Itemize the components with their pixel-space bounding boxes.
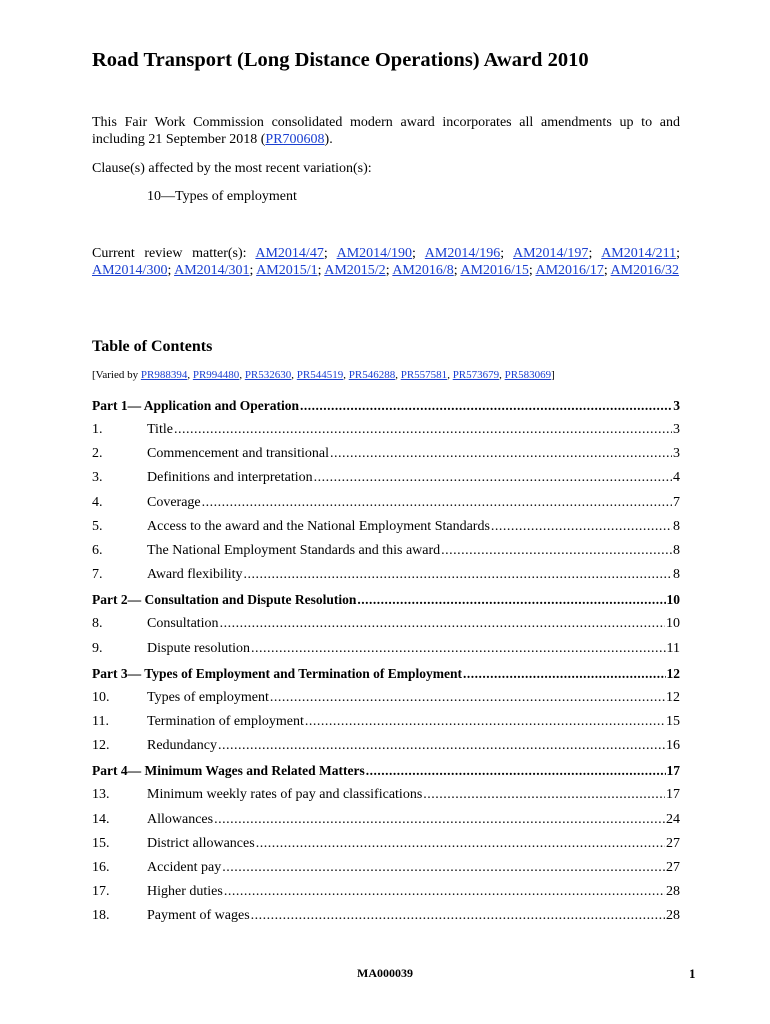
toc-entry-number: 2. (92, 446, 103, 462)
toc-page-number: 8 (673, 543, 680, 558)
varied-suffix: ] (551, 369, 555, 381)
review-matter-link[interactable]: AM2014/301 (174, 263, 250, 278)
toc-entry-title: Part 2— Consultation and Dispute Resolution (92, 592, 357, 608)
toc-page-number: 7 (673, 494, 680, 510)
toc-page-number: 17 (666, 787, 680, 803)
toc-clause-entry[interactable] (92, 811, 680, 828)
review-matter-link[interactable]: AM2014/196 (424, 246, 501, 261)
review-matter-link[interactable]: AM2015/2 (324, 263, 386, 278)
review-matter-link[interactable]: AM2014/190 (336, 246, 413, 261)
toc-entry-title: Access to the award and the National Employment Standards (147, 518, 490, 534)
toc-page-number: 3 (673, 422, 680, 437)
dot-leader (463, 665, 665, 682)
toc-entry-number: 13. (92, 787, 110, 803)
toc-entry-number: 1. (92, 422, 103, 437)
toc-page-number: 16 (666, 738, 680, 754)
toc-clause-entry[interactable] (92, 640, 680, 657)
footer-page-number: 1 (689, 966, 696, 981)
toc-entry-number: 14. (92, 811, 110, 827)
toc-entry-number: 15. (92, 835, 110, 851)
dot-leader (491, 518, 672, 535)
dot-leader (220, 615, 665, 632)
variation-link[interactable]: PR532630 (244, 369, 292, 381)
dot-leader (224, 883, 665, 900)
dot-leader (251, 640, 665, 657)
toc-entry-title: Title (147, 422, 173, 437)
dot-leader (357, 591, 665, 608)
toc-entry-title: Part 1— Application and Operation (92, 398, 300, 413)
dot-leader (256, 835, 665, 852)
toc-entry-number: 8. (92, 616, 103, 632)
review-matter-link[interactable]: AM2016/8 (392, 263, 454, 278)
review-matter-link[interactable]: AM2014/197 (512, 246, 589, 261)
clauses-affected-label: Clause(s) affected by the most recent variation(s): (92, 161, 372, 176)
toc-page-number: 27 (666, 860, 680, 875)
dot-leader (441, 542, 672, 559)
toc-page-number: 3 (673, 398, 680, 413)
toc-clause-entry[interactable] (92, 883, 680, 900)
toc-page-number: 17 (666, 763, 680, 779)
variation-link[interactable]: PR583069 (504, 369, 552, 381)
toc-entry-title: Consultation (147, 616, 219, 632)
toc-clause-entry[interactable] (92, 615, 680, 632)
toc-entry-title: Award flexibility (147, 567, 243, 583)
toc-page-number: 3 (673, 446, 680, 462)
intro-tail: ). (324, 132, 333, 147)
review-matter-link[interactable]: AM2014/211 (601, 246, 677, 261)
toc-clause-entry[interactable] (92, 494, 680, 511)
varied-prefix: [Varied by (92, 369, 141, 381)
toc-entry-number: 12. (92, 738, 110, 754)
toc-part-entry[interactable] (92, 665, 680, 682)
toc-page-number: 10 (666, 592, 680, 608)
toc-entry-number: 10. (92, 689, 110, 705)
toc-page-number: 27 (666, 835, 680, 851)
toc-page-number: 28 (666, 884, 680, 900)
variation-link[interactable]: PR988394 (140, 369, 188, 381)
toc-clause-entry[interactable] (92, 786, 680, 803)
toc-clause-entry[interactable] (92, 445, 680, 462)
toc-clause-entry[interactable] (92, 835, 680, 852)
toc-page-number: 28 (666, 908, 680, 924)
review-label: Current review matter(s): (92, 246, 256, 261)
clause-affected: 10—Types of employment (147, 189, 297, 204)
toc-clause-entry[interactable] (92, 907, 680, 924)
toc-entry-title: Payment of wages (147, 908, 250, 924)
toc-heading: Table of Contents (92, 338, 213, 355)
toc-entry-title: Allowances (147, 811, 214, 827)
dot-leader (174, 421, 672, 438)
toc-entry-number: 3. (92, 470, 103, 486)
toc-part-entry[interactable] (92, 762, 680, 779)
toc-entry-number: 7. (92, 567, 103, 583)
toc-page-number: 15 (666, 714, 680, 729)
review-matter-link[interactable]: AM2016/17 (535, 263, 604, 278)
dot-leader (218, 737, 665, 754)
dot-leader (366, 762, 666, 779)
document-title: Road Transport (Long Distance Operations) Award 2010 (92, 49, 589, 71)
toc-entry-number: 16. (92, 860, 110, 875)
toc-clause-entry[interactable] (92, 737, 680, 754)
toc-clause-entry[interactable] (92, 469, 680, 486)
review-matter-link[interactable]: AM2014/47 (255, 246, 324, 261)
dot-leader (222, 859, 665, 876)
toc-entry-title: Definitions and interpretation (147, 470, 313, 486)
varied-by-line: [Varied by PR988394, PR994480, PR532630, PR544519, PR546288, PR557581, PR573679, PR583069] (92, 369, 555, 381)
dot-leader (270, 689, 665, 706)
toc-entry-title: Commencement and transitional (147, 446, 329, 462)
toc-entry-title: Coverage (147, 494, 201, 510)
toc-entry-title: Types of employment (147, 689, 269, 705)
toc-entry-title: Accident pay (147, 860, 222, 875)
dot-leader (423, 786, 665, 803)
toc-page-number: 12 (666, 689, 680, 705)
toc-page-number: 8 (673, 567, 680, 583)
toc-entry-number: 9. (92, 640, 103, 656)
dot-leader (244, 566, 672, 583)
toc-clause-entry[interactable] (92, 518, 680, 535)
toc-clause-entry[interactable] (92, 542, 680, 559)
toc-part-entry[interactable] (92, 397, 680, 414)
toc-entry-number: 17. (92, 884, 110, 900)
toc-entry-number: 5. (92, 518, 103, 534)
variation-link[interactable]: PR994480 (192, 369, 240, 381)
toc-entry-title: District allowances (147, 835, 255, 851)
toc-page-number: 12 (666, 665, 680, 681)
review-matter-link[interactable]: AM2016/15 (460, 263, 529, 278)
toc-entry-number: 4. (92, 494, 103, 510)
pr700608-link[interactable]: PR700608 (265, 132, 325, 147)
variation-link[interactable]: PR544519 (296, 369, 344, 381)
toc-entry-title: Dispute resolution (147, 640, 251, 656)
toc-entry-title: Part 4— Minimum Wages and Related Matters (92, 763, 365, 779)
variation-link[interactable]: PR557581 (400, 369, 448, 381)
toc-entry-title: Termination of employment (147, 714, 304, 729)
intro-text: This Fair Work Commission consolidated modern award incorporates all amendments up to and including 21 September 2018 ( (92, 115, 680, 147)
review-matter-link[interactable]: AM2016/32 (610, 263, 679, 278)
dot-leader (330, 445, 672, 462)
review-matter-link[interactable]: AM2015/1 (256, 263, 318, 278)
toc-clause-entry[interactable] (92, 566, 680, 583)
toc-page-number: 24 (666, 811, 680, 827)
dot-leader (214, 811, 665, 828)
intro-paragraph (92, 114, 680, 148)
toc-part-entry[interactable] (92, 591, 680, 608)
toc-page-number: 8 (673, 518, 680, 534)
dot-leader (202, 494, 672, 511)
review-matter-link[interactable]: AM2014/300 (92, 263, 168, 278)
toc-clause-entry[interactable] (92, 713, 680, 730)
dot-leader (251, 907, 665, 924)
dot-leader (314, 469, 672, 486)
toc-entry-number: 18. (92, 908, 110, 924)
toc-page-number: 11 (666, 640, 680, 656)
toc-entry-title: Part 3— Types of Employment and Termination of Employment (92, 665, 463, 681)
toc-entry-number: 6. (92, 543, 103, 558)
review-matters-paragraph: Current review matter(s): AM2014/47; AM2014/190; AM2014/196; AM2014/197; AM2014/211; AM2014/300; AM2014/301; AM2015/1; AM2015/2; AM2016/8; AM2016/15; AM2016/17; AM2016/32 (92, 246, 681, 278)
toc-entry-title: The National Employment Standards and this award (147, 543, 441, 558)
toc-clause-entry[interactable] (92, 421, 680, 438)
footer-award-code: MA000039 (357, 966, 413, 980)
toc-entry-number: 11. (92, 714, 109, 729)
toc-entry-title: Redundancy (147, 738, 217, 754)
toc-clause-entry[interactable] (92, 689, 680, 706)
toc-clause-entry[interactable] (92, 859, 680, 876)
dot-leader (305, 713, 665, 730)
variation-link[interactable]: PR573679 (452, 369, 500, 381)
toc-entry-title: Higher duties (147, 884, 223, 900)
variation-link[interactable]: PR546288 (348, 369, 396, 381)
toc-page-number: 10 (666, 616, 680, 632)
toc-entry-title: Minimum weekly rates of pay and classifications (147, 787, 423, 803)
toc-page-number: 4 (673, 470, 680, 486)
dot-leader (300, 397, 672, 414)
